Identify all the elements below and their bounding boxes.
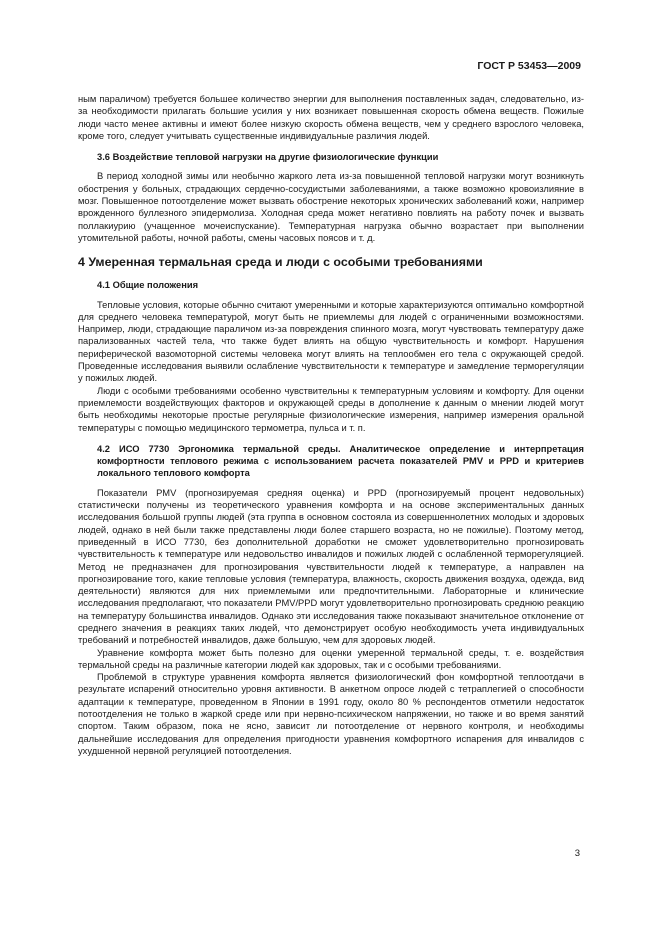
section-heading-4-1: 4.1 Общие положения	[97, 280, 199, 291]
paragraph: Проблемой в структуре уравнения комфорта является физиологический фон комфортной теплоотдачи в результате испарений относительно уровня активности. В анкетном опросе людей с тетраплегией о способности адаптации к температуре, проведенном в Японии в 1991 году, около 80 % респондентов отметили недостаток потоотделения не только в жаркой среде или при нервно-психическом напряжении, но также и во время занятий спортом. Таким образом, пока не ясно, зависит ли потоотделение от нервного контроля, и необходимы дальнейшие исследования для определения пригодности уравнения комфортного испарения для инвалидов с ухудшенной нервной регуляцией потоотделения.	[78, 672, 584, 756]
paragraph: Уравнение комфорта может быть полезно для оценки умеренной термальной среды, т. е. воздействия термальной среды на различные категории людей как здоровых, так и с особыми требованиями.	[78, 647, 584, 670]
section-heading-3-6: 3.6 Воздействие тепловой нагрузки на другие физиологические функции	[97, 152, 439, 163]
document-header-id: ГОСТ Р 53453—2009	[477, 60, 581, 72]
paragraph: Люди с особыми требованиями особенно чувствительны к температурным условиям и комфорту. Для оценки приемлемости воздействующих факторов и окружающей среды в дополнение к данным о мнении людей могут быть необходимы некоторые простые регулярные физиологические измерения, например измерения оральной температуры с помощью медицинского термометра, пульса и т. п.	[78, 385, 584, 433]
paragraph: ным параличом) требуется большее количество энергии для выполнения поставленных задач, следовательно, из-за необходимости прилагать большие усилия у них возникает повышенная скорость обмена веществ. Пожилые люди часто менее активны и имеют более низкую скорость обмена веществ, чем у среднего взрослого человека, кроме того, следует учитывать существенные индивидуальные различия людей.	[78, 94, 584, 141]
section-heading-4: 4 Умеренная термальная среда и люди с особыми требованиями	[78, 255, 483, 270]
document-body	[78, 93, 584, 757]
page-number: 3	[574, 848, 580, 859]
paragraph: Показатели PMV (прогнозируемая средняя оценка) и PPD (прогнозируемый процент недовольных) статистически получены из теоретического уравнения комфорта и на основе экспериментальных данных исследования большой группы людей (эта группа в основном состояла из совершеннолетних молодых и здоровых людей, однако в ней были также представлены люди более старшего возраста, но не пожилые). Поэтому метод, приведенный в ИСО 7730, без дополнительной доработки не сможет удовлетворительно прогнозировать чувствительность к температуре или недовольство инвалидов и пожилых людей с ослабленной терморегуляцией. Метод не предназначен для прогнозирования чувствительности людей к температуре, а направлен на прогнозирование того, какие тепловые условия (температура, влажность, скорость движения воздуха, одежда, вид деятельности) являются для них приемлемыми или предпочтительными. Лабораторные и клинические исследования предполагают, что показатели PMV/PPD могут удовлетворительно прогнозировать среднюю реакцию на температуру большинства инвалидов. Однако эти исследования также показывают значительное отклонение от среднего значения в реакциях таких людей, что демонстрирует особую необходимость учета индивидуальных требований и потребностей инвалидов, даже большую, чем для здоровых людей.	[78, 487, 584, 646]
section-heading-4-2: 4.2 ИСО 7730 Эргономика термальной среды. Аналитическое определение и интерпретация комфортности теплового режима с использованием расчета показателей PMV и PPD и критериев локального теплового комфорта	[97, 443, 585, 479]
paragraph: В период холодной зимы или необычно жаркого лета из-за повышенной тепловой нагрузки могут возникнуть обострения у больных, страдающих сердечно-сосудистыми заболеваниями, а также возможно кровоизлияние в мозг. Повышенное потоотделение может вызвать обострение некоторых хронических заболеваний кожи, например врожденного буллезного эпидермолиза. Холодная среда может негативно повлиять на работу почек и вызвать поллакиурию (учащенное мочеиспускание). Температурная нагрузка обычно возрастает при выполнении утомительной работы, ночной работы, смены часовых поясов и т. д.	[78, 171, 584, 243]
paragraph: Тепловые условия, которые обычно считают умеренными и которые характеризуются оптимально комфортной для среднего человека температурой, могут быть не приемлемы для людей с ограниченными возможностями. Например, люди, страдающие параличом из-за повреждения спинного мозга, могут чувствовать температуру даже парализованных частей тела, что также будет влиять на общую чувствительность и комфорт. Нарушения периферической вазомоторной системы человека могут влиять на теплообмен его тела с окружающей средой. Проведенные исследования выявили ослабление чувствительности к температуре и замедление терморегуляции у пожилых людей.	[78, 299, 584, 384]
